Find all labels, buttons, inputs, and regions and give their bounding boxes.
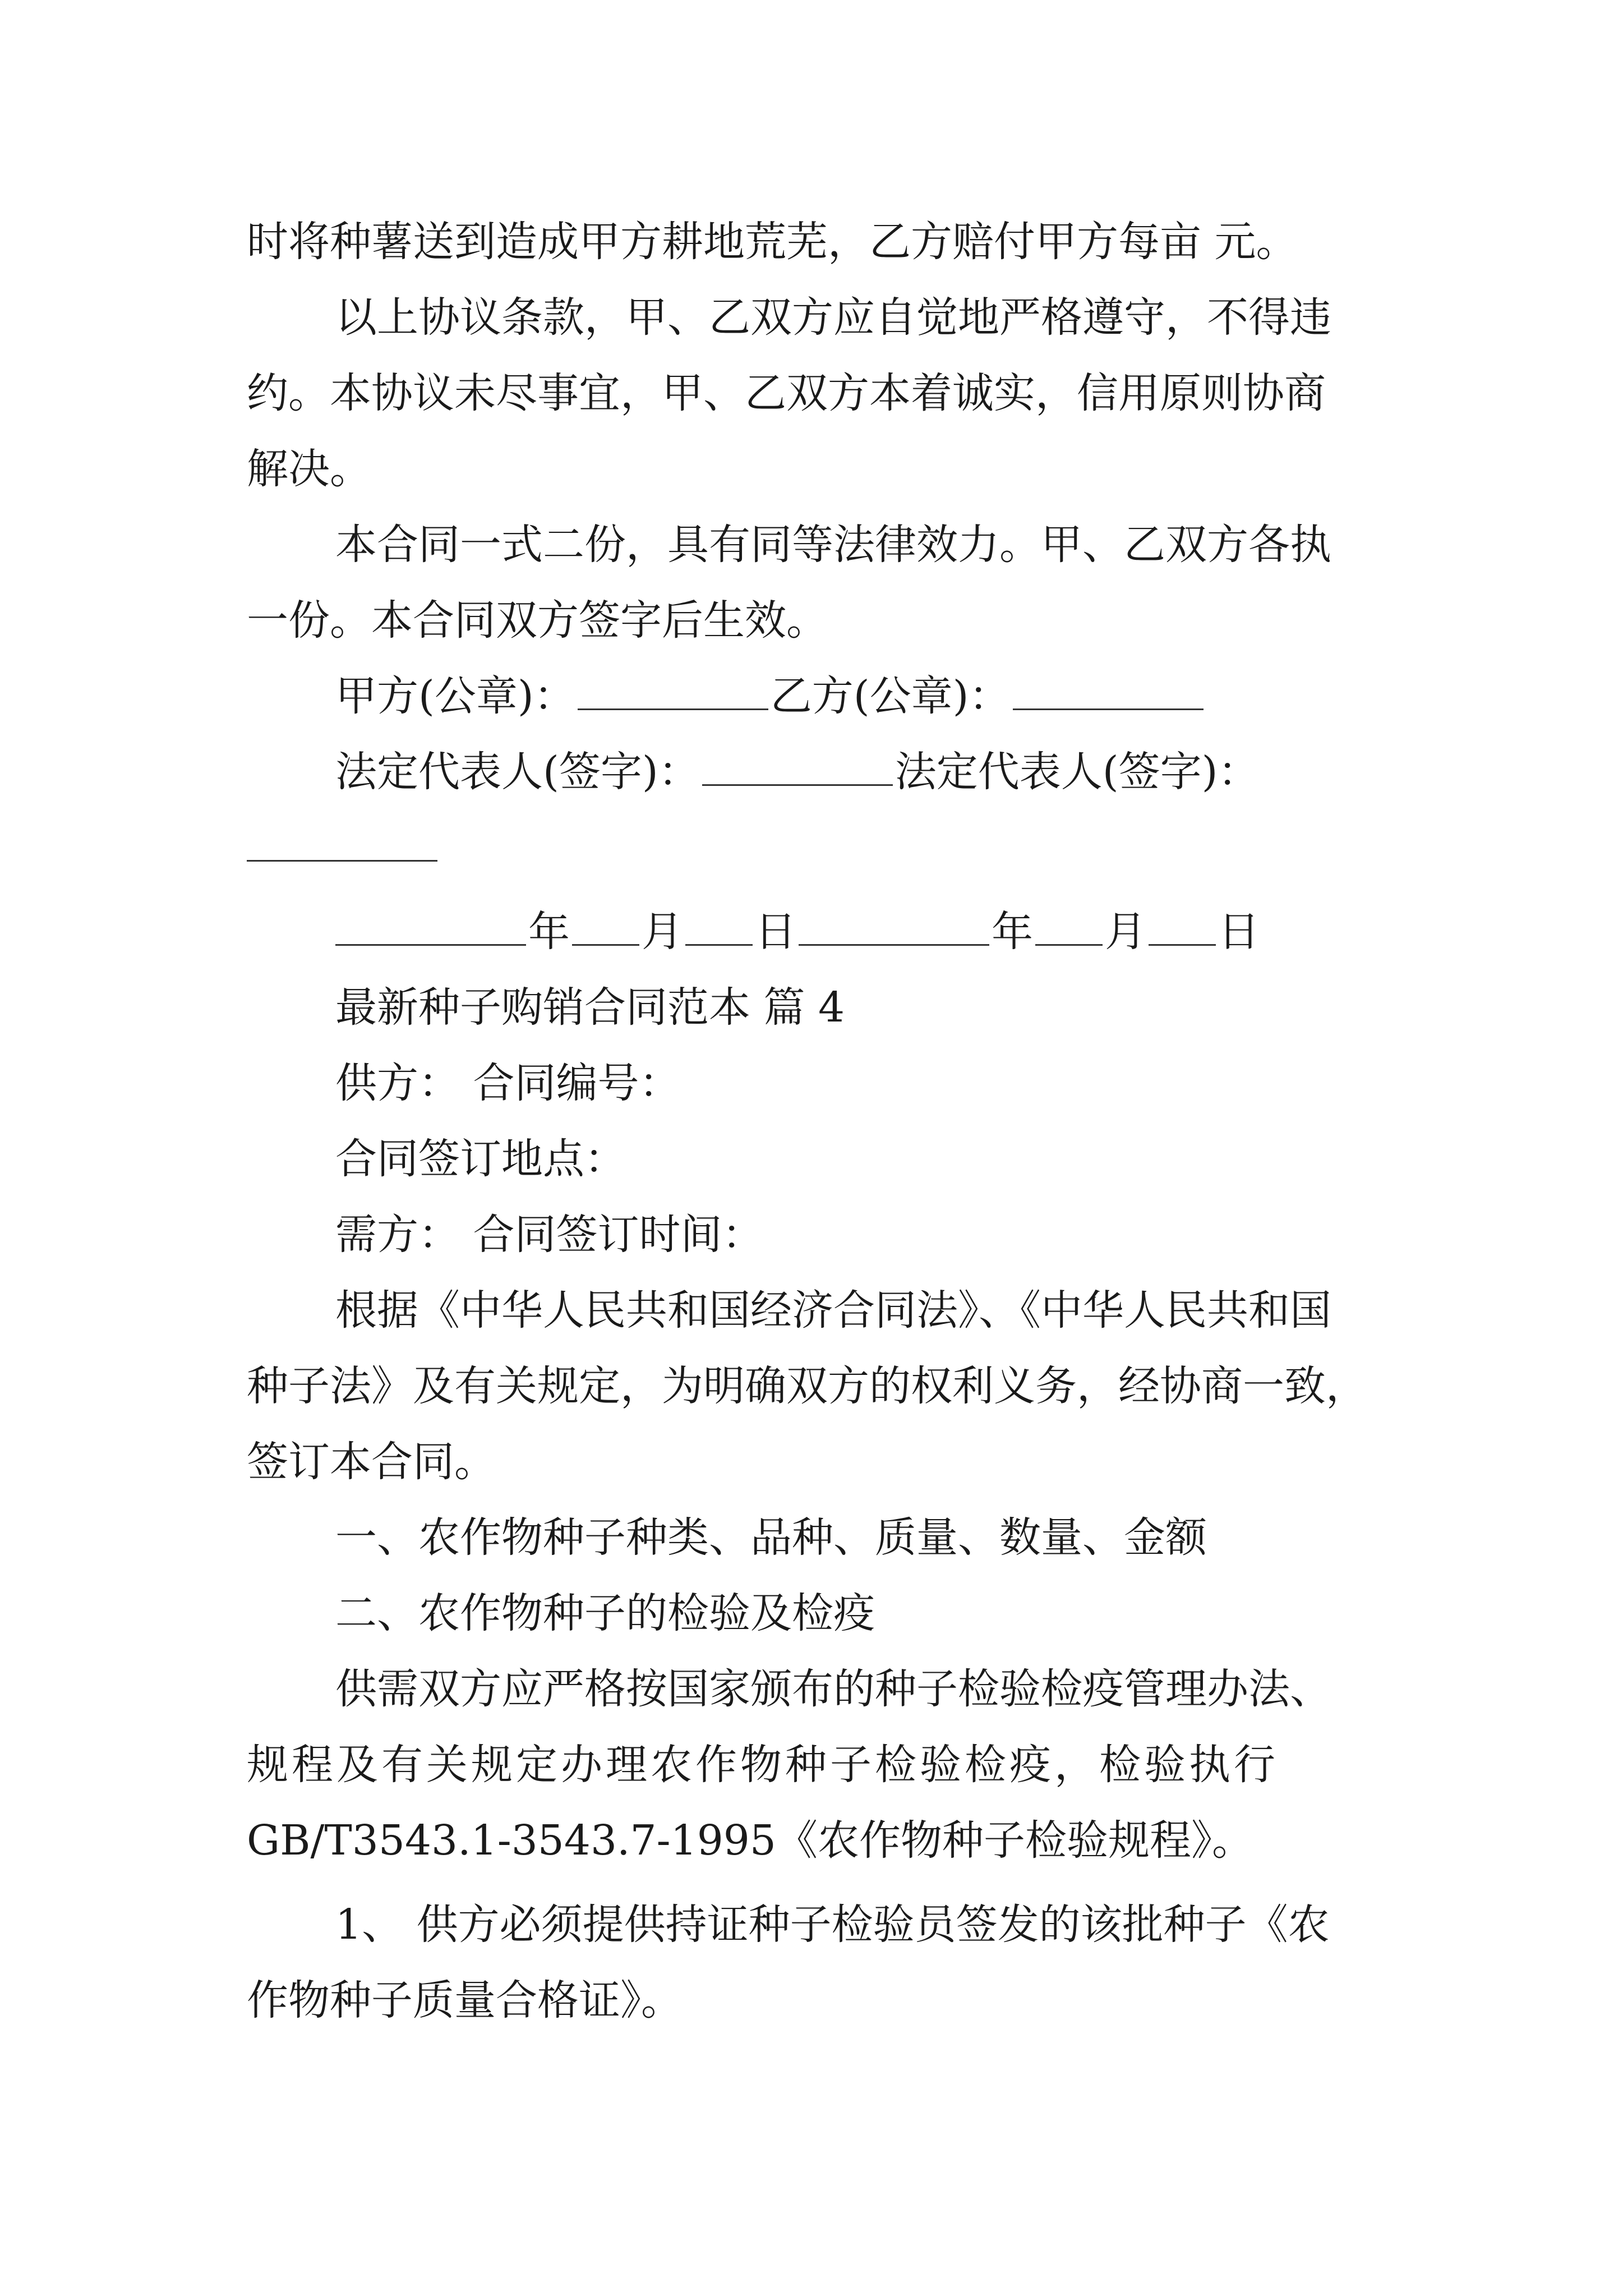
paragraph-line: 一份。本合同双方签字后生效。 xyxy=(247,596,828,645)
paragraph-line: 时将种薯送到造成甲方耕地荒芜，乙方赔付甲方每亩 元。 xyxy=(247,218,1298,266)
paragraph-line: 本合同一式二份，具有同等法律效力。甲、乙双方各执 xyxy=(335,521,1331,569)
paragraph-line: 供需双方应严格按国家颁布的种子检验检疫管理办法、 xyxy=(335,1665,1331,1713)
party-b-representative-blank xyxy=(247,860,437,862)
paragraph-line: 以上协议条款，甲、乙双方应自觉地严格遵守，不得违 xyxy=(335,293,1331,342)
party-b-representative-label: 法定代表人(签字)： xyxy=(895,748,1260,796)
date-day-blank xyxy=(685,944,753,946)
paragraph-line: 1、 供方必须提供持证种子检验员签发的该批种子《农 xyxy=(335,1901,1330,1949)
party-a-representative-blank xyxy=(702,784,893,786)
date-day-blank-2 xyxy=(1149,944,1216,946)
signature-line-seal xyxy=(335,670,1206,722)
clause-heading: 一、农作物种子种类、品种、质量、数量、金额 xyxy=(335,1513,1207,1562)
buyer-line: 需方： 合同签订时间： xyxy=(335,1211,764,1259)
party-b-seal-label: 乙方(公章)： xyxy=(770,672,1011,720)
party-a-representative-label: 法定代表人(签字)： xyxy=(335,748,700,796)
date-month-blank xyxy=(572,944,639,946)
date-month-label-2: 月 xyxy=(1105,908,1146,956)
date-year-blank xyxy=(335,944,526,946)
date-day-label-2: 日 xyxy=(1218,908,1260,956)
date-month-blank-2 xyxy=(1035,944,1103,946)
date-year-label-2: 年 xyxy=(992,908,1033,956)
signature-line-representative xyxy=(335,746,1260,798)
paragraph-line: 作物种子质量合格证》。 xyxy=(247,1976,683,2024)
paragraph-line: 根据《中华人民共和国经济合同法》、《中华人民共和国 xyxy=(335,1286,1331,1335)
supplier-line: 供方： 合同编号： xyxy=(335,1059,681,1107)
paragraph-line: 规程及有关规定办理农作物种子检验检疫，检验执行 xyxy=(247,1741,1279,1789)
date-day-label: 日 xyxy=(755,908,796,956)
paragraph-line: 种子法》及有关规定，为明确双方的权利义务，经协商一致， xyxy=(247,1362,1367,1410)
date-line xyxy=(335,906,1260,958)
date-year-blank-2 xyxy=(799,944,989,946)
party-a-seal-blank xyxy=(578,708,768,710)
party-a-seal-label: 甲方(公章)： xyxy=(335,672,575,720)
date-year-label: 年 xyxy=(528,908,570,956)
representative-blank-line xyxy=(247,822,437,873)
date-month-label: 月 xyxy=(642,908,683,956)
clause-heading: 二、农作物种子的检验及检疫 xyxy=(335,1589,875,1637)
paragraph-line: 解决。 xyxy=(247,445,371,493)
party-b-seal-blank xyxy=(1013,708,1204,710)
paragraph-line: GB/T3543.1-3543.7-1995《农作物种子检验规程》。 xyxy=(247,1816,1253,1865)
paragraph-line: 约。本协议未尽事宜，甲、乙双方本着诚实，信用原则协商 xyxy=(247,369,1326,417)
section-heading: 最新种子购销合同范本 篇 4 xyxy=(335,983,845,1032)
paragraph-line: 签订本合同。 xyxy=(247,1438,496,1486)
signing-place-line: 合同签订地点： xyxy=(335,1135,626,1183)
